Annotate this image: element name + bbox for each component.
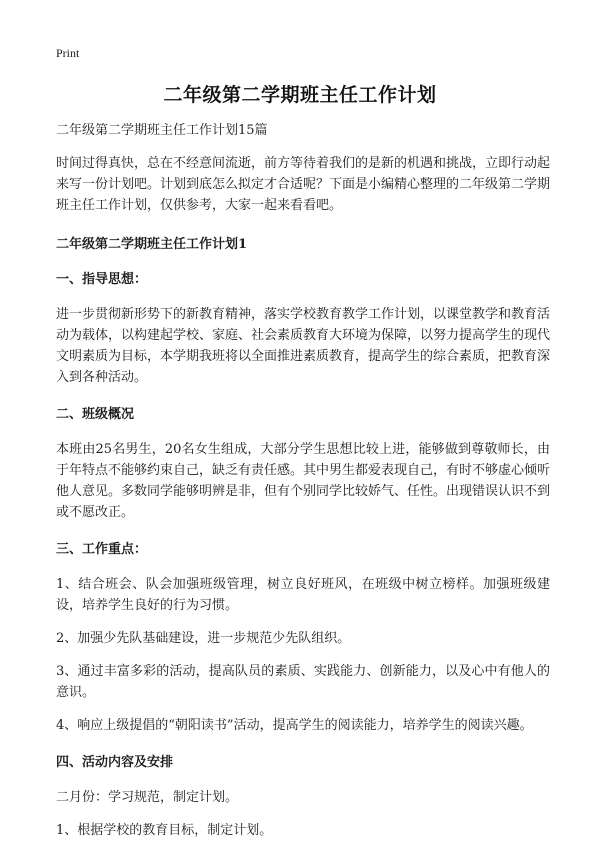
intro-paragraph: 时间过得真快，总在不经意间流逝，前方等待着我们的是新的机遇和挑战，立即行动起来写一份计划吧。计划到底怎么拟定才合适呢？下面是小编精心整理的二年级第二学期班主任工作计划，仅供参考，大家一起来看看吧。 — [56, 156, 551, 213]
section-heading-focus: 三、工作重点： — [56, 542, 148, 557]
section-heading-activities: 四、活动内容及安排 — [56, 755, 174, 770]
section-text-guiding: 进一步贯彻新形势下的新教育精神，落实学校教育教学工作计划，以课堂教学和教育活动为载体，以构建起学校、家庭、社会素质教育大环境为保障，以努力提高学生的现代文明素质为目标，本学期我班将以全面推进素质教育，提高学生的综合素质，把教育深入到各种活动。 — [56, 307, 551, 385]
focus-item: 1、结合班会、队会加强班级管理，树立良好班风，在班级中树立榜样。加强班级建设，培养学生良好的行为习惯。 — [56, 577, 550, 613]
section-heading-overview: 二、班级概况 — [56, 407, 135, 422]
section-text-overview: 本班由25名男生，20名女生组成，大部分学生思想比较上进，能够做到尊敬师长，由于年特点不能够约束自己，缺乏有责任感。其中男生都爱表现自己，有时不够虚心倾听他人意见。多数同学能够明辨是非，但有个别同学比较娇气、任性。出现错误认识不到或不愿改正。 — [56, 442, 551, 520]
activity-item: 1、根据学校的教育目标，制定计划。 — [56, 823, 273, 838]
print-link[interactable]: Print — [56, 46, 80, 60]
document-subtitle: 二年级第二学期班主任工作计划15篇 — [56, 123, 268, 138]
document-body — [56, 120, 550, 853]
focus-item: 2、加强少先队基础建设，进一步规范少先队组织。 — [56, 631, 351, 646]
section-heading-guiding: 一、指导思想： — [56, 272, 148, 287]
focus-item: 4、响应上级提倡的“朝阳读书”活动，提高学生的阅读能力，培养学生的阅读兴趣。 — [56, 718, 533, 733]
document-title: 二年级第二学期班主任工作计划 — [163, 84, 437, 106]
activity-month: 二月份：学习规范，制定计划。 — [56, 790, 239, 805]
plan-heading: 二年级第二学期班主任工作计划1 — [56, 237, 248, 252]
focus-item: 3、通过丰富多彩的活动，提高队员的素质、实践能力、创新能力，以及心中有他人的意识。 — [56, 664, 550, 700]
